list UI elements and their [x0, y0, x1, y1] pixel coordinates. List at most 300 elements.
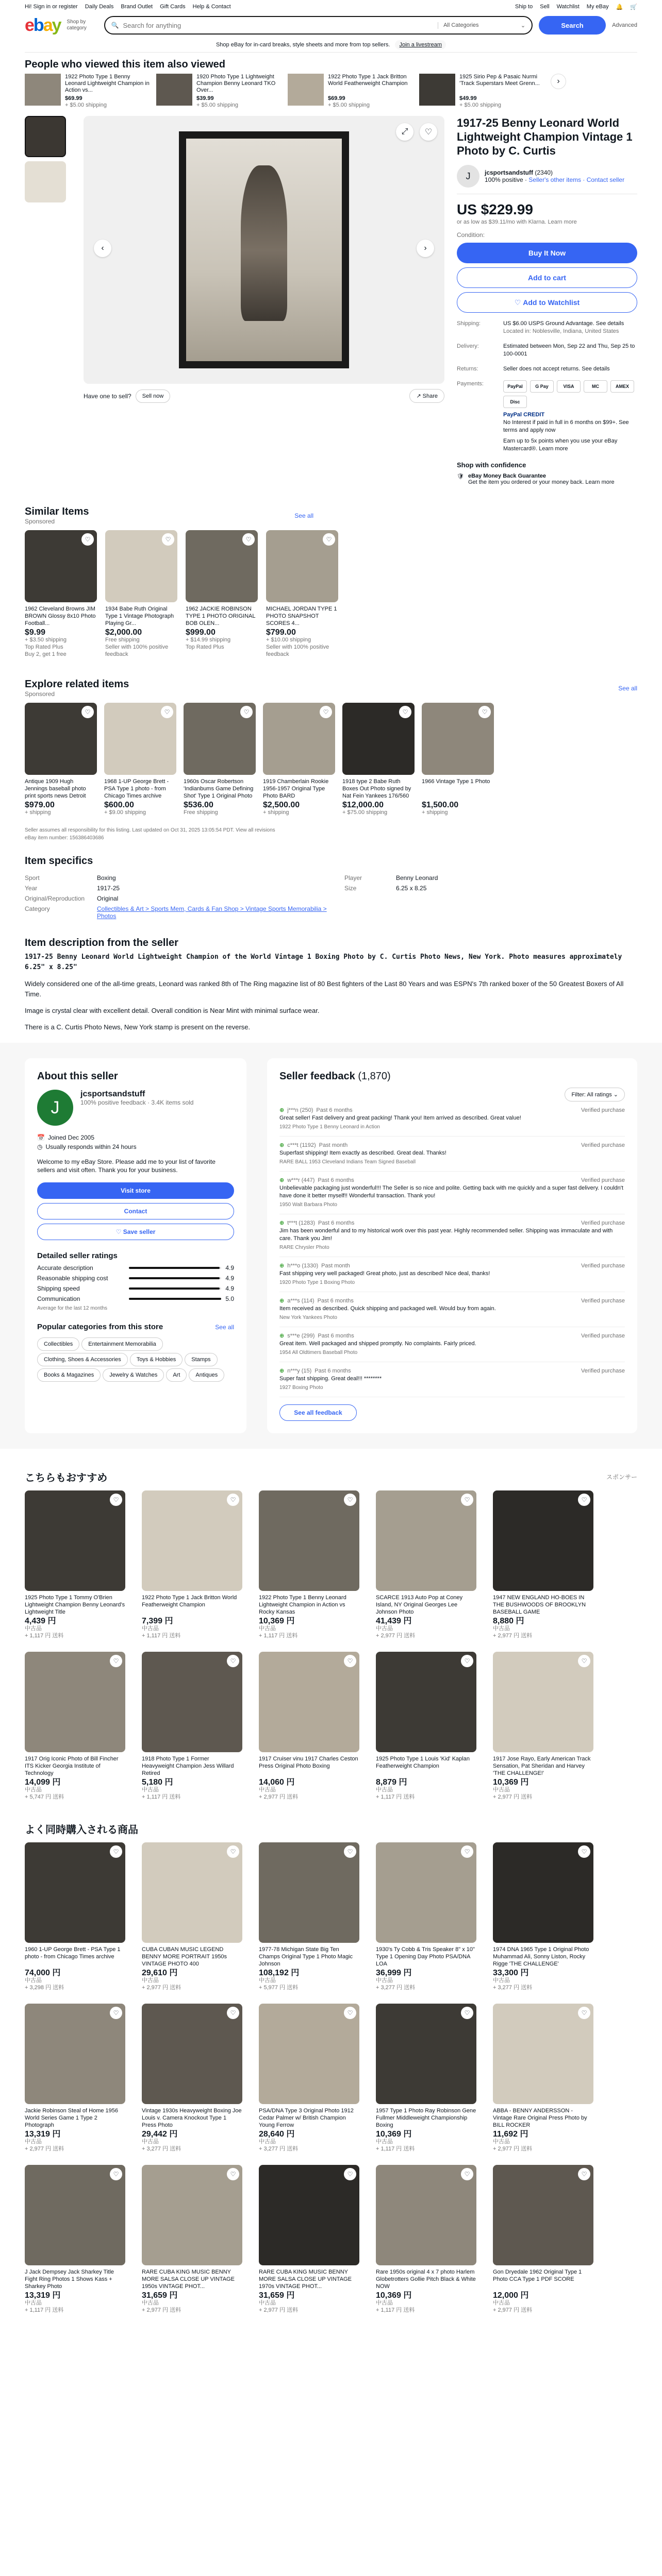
item-title[interactable]: J Jack Dempsey Jack Sharkey Title Fight Ring Photos 1 Shows Kass + Sharkey Photo: [25, 2269, 114, 2290]
favorite-button[interactable]: [323, 533, 335, 546]
expand-button[interactable]: [396, 123, 413, 141]
spec-key: Player: [344, 874, 362, 882]
feedback-context[interactable]: 1922 Photo Type 1 Benny Leonard in Action: [279, 1124, 380, 1130]
item-title[interactable]: 1925 Photo Type 1 Tommy O'Brien Lightweight Champion Benny Leonard's Lightweight Title: [25, 1595, 125, 1615]
together-card[interactable]: [259, 1842, 359, 1991]
item-sub: 中古品: [376, 2300, 393, 2306]
shop-by-category[interactable]: Shop by category: [67, 19, 87, 31]
item-image[interactable]: [142, 2165, 242, 2265]
feedback-user-row: [279, 1297, 354, 1305]
item-image[interactable]: [25, 1842, 125, 1943]
item-image[interactable]: [419, 74, 455, 106]
together-card[interactable]: [493, 2004, 593, 2153]
item-title[interactable]: 1968 1-UP George Brett - PSA Type 1 photo - from Chicago Times archive: [104, 778, 169, 799]
delivery-row: Delivery: Estimated between Mon, Sep 22 and Thu, Sep 25 to 100-0001: [457, 343, 637, 358]
favorite-button[interactable]: [227, 2168, 239, 2180]
seller-feedback-card: [267, 1058, 637, 1433]
item-ship: + 2,977 円 送料: [493, 2146, 533, 2152]
feedback-context[interactable]: RARE Chrysler Photo: [279, 1245, 329, 1250]
together-card[interactable]: [142, 2004, 242, 2153]
similar-card[interactable]: [105, 530, 177, 658]
item-price: $9.99: [25, 628, 46, 637]
favorite-button[interactable]: [461, 1845, 473, 1858]
favorite-button[interactable]: [461, 1655, 473, 1667]
recommend-card[interactable]: [142, 1490, 242, 1639]
spec-value: Boxing: [97, 874, 116, 882]
item-image[interactable]: [376, 2165, 476, 2265]
item-title[interactable]: 1918 type 2 Babe Ruth Boxes Out Photo signed by Nat Fein Yankees 176/560: [342, 778, 411, 799]
category-chip[interactable]: Entertainment Memorabilia: [81, 1337, 162, 1351]
favorite-button[interactable]: [81, 533, 94, 546]
similar-see-all[interactable]: See all: [294, 512, 313, 519]
favorite-button[interactable]: [399, 706, 411, 718]
favorite-button[interactable]: [227, 1655, 239, 1667]
item-price: $69.99: [65, 95, 82, 101]
favorite-button[interactable]: [578, 2168, 590, 2180]
item-image[interactable]: [142, 1842, 242, 1943]
item-title[interactable]: 1947 NEW ENGLAND HO-BOES IN THE BUSHWOODS OF BROOKLYN BASEBALL GAME: [493, 1595, 586, 1615]
also-viewed-item[interactable]: [156, 74, 283, 109]
feedback-context[interactable]: 1927 Boxing Photo: [279, 1385, 323, 1391]
item-image[interactable]: [25, 1652, 125, 1752]
item-image[interactable]: [263, 703, 335, 775]
item-price: 108,192 円: [259, 1969, 300, 1977]
about-seller-card: [25, 1058, 246, 1433]
feedback-meta: [279, 1367, 625, 1375]
about-seller-name[interactable]: jcsportsandstuff: [80, 1090, 145, 1098]
category-chip[interactable]: Toys & Hobbies: [130, 1353, 183, 1366]
item-image[interactable]: [259, 2165, 359, 2265]
heart-icon: ♡: [581, 2171, 587, 2178]
item-image[interactable]: [25, 703, 97, 775]
heart-icon: ♡: [245, 536, 252, 543]
prev-image-button[interactable]: [94, 240, 111, 257]
item-ship: + 2,977 円 送料: [259, 1794, 299, 1800]
rating-row: [37, 1285, 234, 1292]
explore-card[interactable]: [184, 703, 256, 816]
item-title[interactable]: 1917 Orig Iconic Photo of Bill Fincher ITS Kicker Georgia Institute of Technology: [25, 1756, 119, 1776]
explore-card[interactable]: [263, 703, 335, 816]
item-image[interactable]: [493, 1842, 593, 1943]
item-title[interactable]: 1930's Ty Cobb & Tris Speaker 8" x 10" Type 1 Opening Day Photo PSA/DNA LOA: [376, 1946, 475, 1967]
verified-label: Verified purchase: [581, 1220, 625, 1226]
item-sub: 中古品: [25, 2139, 42, 2145]
item-shipping: + $5.00 shipping: [65, 102, 107, 108]
item-price: $49.99: [459, 95, 477, 101]
seller-links[interactable]: Seller's other items · Contact seller: [528, 176, 625, 183]
item-image[interactable]: [25, 74, 61, 106]
favorite-button[interactable]: [162, 533, 174, 546]
item-image[interactable]: [493, 1490, 593, 1591]
explore-card[interactable]: [25, 703, 97, 816]
spec-key: [344, 895, 396, 902]
item-image[interactable]: [259, 1490, 359, 1591]
feedback-item: [279, 1327, 625, 1362]
heart-icon: ♡: [243, 708, 250, 716]
bell-icon[interactable]: 🔔: [616, 4, 623, 10]
feedback-context[interactable]: RARE BALL 1953 Cleveland Indians Team Signed Baseball: [279, 1159, 416, 1165]
feedback-context[interactable]: 1950 Walt Barbara Photo: [279, 1202, 337, 1208]
main-photo[interactable]: [179, 131, 349, 368]
cart-icon[interactable]: 🛒: [630, 4, 637, 10]
item-title[interactable]: RARE CUBA KING MUSIC BENNY MORE SALSA CLOSE UP VINTAGE 1950s VINTAGE PHOT...: [142, 2269, 235, 2290]
heart-icon: ♡: [464, 2009, 470, 2016]
together-card[interactable]: [259, 2165, 359, 2314]
item-image[interactable]: [156, 74, 192, 106]
ship-to-link[interactable]: Ship to: [515, 4, 533, 10]
favorite-button[interactable]: [344, 1494, 356, 1506]
item-ship: + 1,117 円 送料: [25, 2307, 64, 2313]
help-link[interactable]: Help & Contact: [192, 4, 231, 10]
favorite-button[interactable]: [227, 1494, 239, 1506]
together-card[interactable]: [376, 2004, 476, 2153]
recommend-card[interactable]: [376, 1490, 476, 1639]
favorite-button[interactable]: [344, 2168, 356, 2180]
favorite-button[interactable]: [461, 1494, 473, 1506]
favorite-button[interactable]: [110, 1845, 122, 1858]
recommend-card[interactable]: [259, 1490, 359, 1639]
item-title[interactable]: 1922 Photo Type 1 Benny Leonard Lightweight Champion in Action vs...: [65, 74, 150, 93]
item-image[interactable]: [104, 703, 176, 775]
listing-info: [457, 116, 637, 485]
returns-value: Seller does not accept returns. See details: [503, 366, 610, 372]
search-button[interactable]: Search: [539, 16, 606, 35]
favorite-button[interactable]: [240, 706, 253, 718]
together-card[interactable]: [142, 2165, 242, 2314]
item-title[interactable]: 1922 Photo Type 1 Jack Britton World Featherweight Champion: [328, 74, 408, 87]
favorite-button[interactable]: [227, 1845, 239, 1858]
together-card[interactable]: [259, 2004, 359, 2153]
item-price: 28,640 円: [259, 2130, 295, 2139]
item-price: $2,500.00: [263, 801, 300, 809]
item-title[interactable]: ABBA - BENNY ANDERSSON - Vintage Rare Original Press Photo by BILL ROCKER: [493, 2108, 587, 2128]
item-image[interactable]: [259, 2004, 359, 2104]
save-seller-button[interactable]: ♡ Save seller: [37, 1224, 234, 1240]
item-image[interactable]: [259, 1842, 359, 1943]
item-sub: 中古品: [376, 1625, 393, 1632]
item-price: $536.00: [184, 801, 213, 809]
together-card[interactable]: [25, 1842, 125, 1991]
item-price: 8,879 円: [376, 1778, 407, 1787]
explore-card[interactable]: [422, 703, 494, 816]
favorite-button[interactable]: [227, 2007, 239, 2019]
item-title[interactable]: SCARCE 1913 Auto Pop at Coney Island, NY Original Georges Lee Johnson Photo: [376, 1595, 463, 1615]
item-image[interactable]: [184, 703, 256, 775]
feedback-context[interactable]: New York Yankees Photo: [279, 1315, 337, 1320]
spec-value: 1917-25: [97, 885, 120, 892]
explore-see-all[interactable]: See all: [618, 684, 637, 692]
item-title[interactable]: 1960 1-UP George Brett - PSA Type 1 photo - from Chicago Times archive: [25, 1946, 121, 1960]
favorite-button[interactable]: [110, 1655, 122, 1667]
item-ship: + 5,977 円 送料: [259, 1985, 299, 1991]
together-card[interactable]: [376, 1842, 476, 1991]
watchlist-link[interactable]: Watchlist: [556, 4, 580, 10]
item-title[interactable]: 1918 Photo Type 1 Former Heavyweight Champion Jess Willard Retired: [142, 1756, 234, 1776]
item-image[interactable]: [25, 530, 97, 602]
recommend-card[interactable]: [259, 1652, 359, 1801]
explore-card[interactable]: [104, 703, 176, 816]
item-title[interactable]: Antique 1909 Hugh Jennings baseball photo print sports news Detroit: [25, 778, 86, 799]
together-card[interactable]: [493, 2165, 593, 2314]
item-title[interactable]: 1919 Chamberlain Rookie 1956-1957 Original Type Photo BARD: [263, 778, 329, 799]
item-image[interactable]: [142, 1490, 242, 1591]
item-title[interactable]: 1957 Type 1 Photo Ray Robinson Gene Fullmer Middleweight Championship Boxing: [376, 2108, 476, 2128]
together-card[interactable]: [376, 2165, 476, 2314]
ebay-logo[interactable]: e b a y: [25, 15, 61, 35]
heart-icon: ♡: [464, 1496, 470, 1503]
ratings-sub: Average for the last 12 months: [37, 1306, 108, 1311]
item-image[interactable]: [266, 530, 338, 602]
item-sub: 中古品: [259, 1787, 276, 1793]
next-image-button[interactable]: [417, 240, 434, 257]
description-heading: Item description from the seller: [25, 937, 178, 948]
search-bar: [104, 16, 533, 35]
category-chip[interactable]: Collectibles: [37, 1337, 79, 1351]
item-image[interactable]: [376, 2004, 476, 2104]
similar-card[interactable]: [186, 530, 258, 658]
item-sub: 中古品: [376, 1787, 393, 1793]
item-title[interactable]: Jackie Robinson Steal of Home 1956 World Series Game 1 Type 2 Photograph: [25, 2108, 118, 2128]
add-to-watchlist-button[interactable]: ♡ Add to Watchlist: [457, 292, 637, 313]
shipping-location: Located in: Noblesville, Indiana, United States: [503, 328, 619, 334]
listing-main: [25, 116, 637, 485]
item-image[interactable]: [105, 530, 177, 602]
item-title[interactable]: 1962 JACKIE ROBINSON TYPE 1 PHOTO ORIGINAL BOB OLEN...: [186, 606, 256, 626]
feedback-user: c***t (1192): [287, 1142, 316, 1148]
item-image[interactable]: [186, 530, 258, 602]
item-image[interactable]: [288, 74, 324, 106]
item-price: $979.00: [25, 801, 55, 809]
item-image[interactable]: [493, 2165, 593, 2265]
favorite-button[interactable]: [110, 2168, 122, 2180]
favorite-button[interactable]: [161, 706, 173, 718]
item-image[interactable]: [376, 1842, 476, 1943]
avatar[interactable]: J: [37, 1090, 73, 1126]
category-chip[interactable]: Stamps: [185, 1353, 217, 1366]
advanced-search-link[interactable]: Advanced: [612, 22, 637, 28]
also-viewed-item[interactable]: [288, 74, 414, 109]
item-title[interactable]: 1922 Photo Type 1 Jack Britton World Featherweight Champion: [142, 1595, 237, 1608]
sign-in-link[interactable]: Hi! Sign in or register: [25, 4, 78, 10]
item-image[interactable]: [25, 2004, 125, 2104]
item-price: US $229.99: [457, 201, 533, 217]
thumbnail-front[interactable]: [25, 116, 66, 157]
category-chip[interactable]: Antiques: [189, 1368, 224, 1382]
favorite-button[interactable]: [344, 2007, 356, 2019]
item-ship: + 2,977 円 送料: [493, 1633, 533, 1639]
favorite-button[interactable]: [578, 1655, 590, 1667]
heart-icon: ♡: [85, 536, 91, 543]
about-seller-section: [0, 1043, 662, 1449]
item-image[interactable]: [376, 1652, 476, 1752]
favorite-button[interactable]: [110, 1494, 122, 1506]
heart-icon: ♡: [347, 2171, 353, 2178]
item-image[interactable]: [25, 1490, 125, 1591]
share-button[interactable]: ↗ Share: [409, 389, 444, 403]
favorite-button[interactable]: [320, 706, 332, 718]
item-extra: Buy 2, get 1 free: [25, 651, 67, 657]
heart-icon: ♡: [581, 1657, 587, 1665]
item-title[interactable]: 1966 Vintage Type 1 Photo: [422, 778, 490, 785]
carousel-next-button[interactable]: [551, 74, 566, 89]
item-title[interactable]: 1962 Cleveland Browns JIM BROWN Glossy 8x10 Photo Football...: [25, 606, 96, 626]
brand-outlet-link[interactable]: Brand Outlet: [121, 4, 153, 10]
also-viewed-item[interactable]: [25, 74, 151, 109]
item-title[interactable]: RARE CUBA KING MUSIC BENNY MORE SALSA CLOSE UP VINTAGE 1970s VINTAGE PHOT...: [259, 2269, 352, 2290]
favorite-button[interactable]: [110, 2007, 122, 2019]
item-title[interactable]: 1920 Photo Type 1 Lightweight Champion Benny Leonard TKO Over...: [196, 74, 276, 93]
mastercard-note: Earn up to 5x points when you use your eBay Mastercard®. Learn more: [503, 438, 618, 452]
recommend-card[interactable]: [142, 1652, 242, 1801]
add-to-cart-button[interactable]: Add to cart: [457, 267, 637, 288]
my-ebay-link[interactable]: My eBay: [586, 4, 609, 10]
favorite-button[interactable]: [578, 1494, 590, 1506]
thumbnail-back[interactable]: [25, 161, 66, 202]
item-title[interactable]: 1960s Oscar Robertson 'Indianbums Game Defining Shot' Type 1 Original Photo: [184, 778, 254, 799]
item-title[interactable]: Rare 1950s original 4 x 7 photo Harlem Globetrotters Gollie Pitch Black & White NOW: [376, 2269, 476, 2290]
thumbnail-strip: [25, 116, 71, 485]
item-title[interactable]: 1977-78 Michigan State Big Ten Champs Original Type 1 Photo Magic Johnson: [259, 1946, 353, 1967]
see-all-feedback-button[interactable]: See all feedback: [279, 1404, 357, 1421]
recommend-card[interactable]: [376, 1652, 476, 1801]
buy-now-button[interactable]: Buy It Now: [457, 243, 637, 263]
item-title[interactable]: 1974 DNA 1965 Type 1 Original Photo Muhammad Ali, Sonny Liston, Rocky Rigge 'THE CHALLENGE': [493, 1946, 589, 1967]
item-title[interactable]: 1925 Photo Type 1 Louis 'Kid' Kaplan Featherweight Champion: [376, 1756, 470, 1769]
heart-icon: ♡: [581, 1496, 587, 1503]
feedback-when: Past 6 months: [318, 1177, 354, 1183]
sell-now-button[interactable]: Sell now: [136, 389, 171, 403]
item-title[interactable]: 1917 Cruiser vinu 1917 Charles Ceston Press Original Photo Boxing: [259, 1756, 358, 1769]
feedback-user-row: [279, 1262, 350, 1270]
item-shipping: + $5.00 shipping: [459, 102, 502, 108]
feedback-meta: [279, 1107, 625, 1114]
category-chip[interactable]: Books & Magazines: [37, 1368, 101, 1382]
item-image[interactable]: [259, 1652, 359, 1752]
verified-label: Verified purchase: [581, 1368, 625, 1374]
verified-label: Verified purchase: [581, 1298, 625, 1304]
feedback-text: Unbelievable packaging just wonderful!!! The Seller is so nice and polite. Getting back with me quickly and a super fast delivery. I couldn't have done it better myself!! Wonderful transaction. Thank you!: [279, 1185, 623, 1199]
item-sub: 中古品: [376, 1977, 393, 1984]
item-title[interactable]: PSA/DNA Type 3 Original Photo 1912 Cedar Palmer w/ British Champion Young Ferrow: [259, 2108, 354, 2128]
rating-bar: [129, 1287, 221, 1290]
recommend-card[interactable]: [493, 1652, 593, 1801]
item-image[interactable]: [342, 703, 415, 775]
favorite-button[interactable]: [461, 2007, 473, 2019]
recommend-card[interactable]: [25, 1652, 125, 1801]
category-chip[interactable]: Jewelry & Watches: [103, 1368, 164, 1382]
explore-card[interactable]: [342, 703, 415, 816]
item-title[interactable]: Vintage 1930s Heavyweight Boxing Joe Louis v. Camera Knockout Type 1 Press Photo: [142, 2108, 242, 2128]
feedback-user-row: [279, 1107, 353, 1114]
item-ship: + 2,977 円 送料: [493, 1794, 533, 1800]
favorite-button[interactable]: [461, 2168, 473, 2180]
item-title[interactable]: 1934 Babe Ruth Original Type 1 Vintage Photograph Playing Gr...: [105, 606, 174, 626]
recommend-card[interactable]: [25, 1490, 125, 1639]
favorite-button[interactable]: [344, 1655, 356, 1667]
chevron-down-icon: ⌄: [613, 1092, 618, 1098]
feedback-text: Item received as described. Quick shipping and packaged well. Would buy from again.: [279, 1306, 496, 1312]
feedback-when: Past 6 months: [315, 1368, 351, 1374]
item-image[interactable]: [142, 2004, 242, 2104]
item-ship: + 2,977 円 送料: [493, 2307, 533, 2313]
similar-card[interactable]: [266, 530, 338, 658]
recommend-grid: [25, 1490, 637, 1801]
item-title[interactable]: 1917 Jose Rayo, Early American Track Sensation, Pat Sheridan and Harvey 'THE CHALLENGE!': [493, 1756, 591, 1776]
favorite-button[interactable]: [81, 706, 94, 718]
category-chip[interactable]: Art: [166, 1368, 187, 1382]
item-sub: 中古品: [259, 1625, 276, 1632]
popular-see-all[interactable]: See all: [215, 1323, 234, 1331]
heart-icon: ♡: [230, 1657, 236, 1665]
item-title[interactable]: MICHAEL JORDAN TYPE 1 PHOTO SNAPSHOT SCORES 4...: [266, 606, 337, 626]
feedback-context[interactable]: 1954 All Oldtimers Baseball Photo: [279, 1350, 358, 1355]
sell-link[interactable]: Sell: [540, 4, 550, 10]
feedback-filter[interactable]: Filter: All ratings ⌄: [565, 1088, 625, 1101]
item-price: 14,060 円: [259, 1778, 295, 1787]
contact-button[interactable]: Contact: [37, 1203, 234, 1219]
shipping-value: US $6.00 USPS Ground Advantage. See details: [503, 320, 624, 327]
seller-name[interactable]: jcsportsandstuff: [485, 169, 534, 176]
heart-icon: ♡: [113, 1848, 119, 1855]
item-text: [196, 74, 283, 109]
item-title[interactable]: CUBA CUBAN MUSIC LEGEND BENNY MORE PORTRAIT 1950s VINTAGE PHOTO 400: [142, 1946, 227, 1967]
recommend-card[interactable]: [493, 1490, 593, 1639]
payment-method: VISA: [557, 380, 581, 393]
positive-icon: ⊕: [279, 1220, 285, 1226]
together-card[interactable]: [493, 1842, 593, 1991]
item-image[interactable]: [493, 1652, 593, 1752]
item-image[interactable]: [376, 1490, 476, 1591]
favorite-button[interactable]: [578, 2007, 590, 2019]
favorite-button[interactable]: [344, 1845, 356, 1858]
item-ship: + $14.99 shipping: [186, 637, 231, 643]
positive-icon: ⊕: [279, 1107, 285, 1113]
header: [0, 13, 662, 37]
item-image[interactable]: [493, 2004, 593, 2104]
spec-value[interactable]: Collectibles & Art > Sports Mem, Cards & Fan Shop > Vintage Sports Memorabilia > Photos: [97, 905, 327, 920]
visit-store-button[interactable]: Visit store: [37, 1182, 234, 1199]
chevron-right-icon: ›: [557, 77, 560, 86]
favorite-button[interactable]: [420, 123, 437, 141]
favorite-button[interactable]: [242, 533, 255, 546]
feedback-text: Jim has been wonderful and to my historical work over this past year. Highly recommended seller. Shipping was immaculate and with care. Thank you Jim!: [279, 1228, 613, 1242]
item-title[interactable]: 1922 Photo Type 1 Benny Leonard Lightweight Champion in Action vs Rocky Kansas: [259, 1595, 346, 1615]
daily-deals-link[interactable]: Daily Deals: [85, 4, 114, 10]
avatar[interactable]: J: [457, 165, 479, 188]
item-badge: Seller with 100% positive feedback: [266, 644, 329, 657]
item-title[interactable]: Gon Dryedale 1962 Original Type 1 Photo CCA Type 1 PDF SCORE: [493, 2269, 582, 2282]
category-select[interactable]: All Categories ⌄: [438, 22, 525, 29]
feedback-context[interactable]: 1920 Photo Type 1 Boxing Photo: [279, 1280, 355, 1285]
together-card[interactable]: [25, 2165, 125, 2314]
together-card[interactable]: [25, 2004, 125, 2153]
favorite-button[interactable]: [478, 706, 491, 718]
together-card[interactable]: [142, 1842, 242, 1991]
item-title[interactable]: 1925 Sirio Pep & Pasaic Nurmi 'Track Superstars Meet Grenn...: [459, 74, 540, 87]
item-sub: 中古品: [142, 1787, 159, 1793]
also-viewed-item[interactable]: [419, 74, 545, 109]
gift-cards-link[interactable]: Gift Cards: [160, 4, 186, 10]
item-image[interactable]: [25, 2165, 125, 2265]
item-image[interactable]: [142, 1652, 242, 1752]
favorite-button[interactable]: [578, 1845, 590, 1858]
item-image[interactable]: [422, 703, 494, 775]
promo-link[interactable]: Join a livestream: [395, 40, 446, 49]
similar-card[interactable]: [25, 530, 97, 658]
item-price: 10,369 円: [493, 1778, 529, 1787]
category-chip[interactable]: Clothing, Shoes & Accessories: [37, 1353, 128, 1366]
search-input[interactable]: [123, 22, 434, 29]
